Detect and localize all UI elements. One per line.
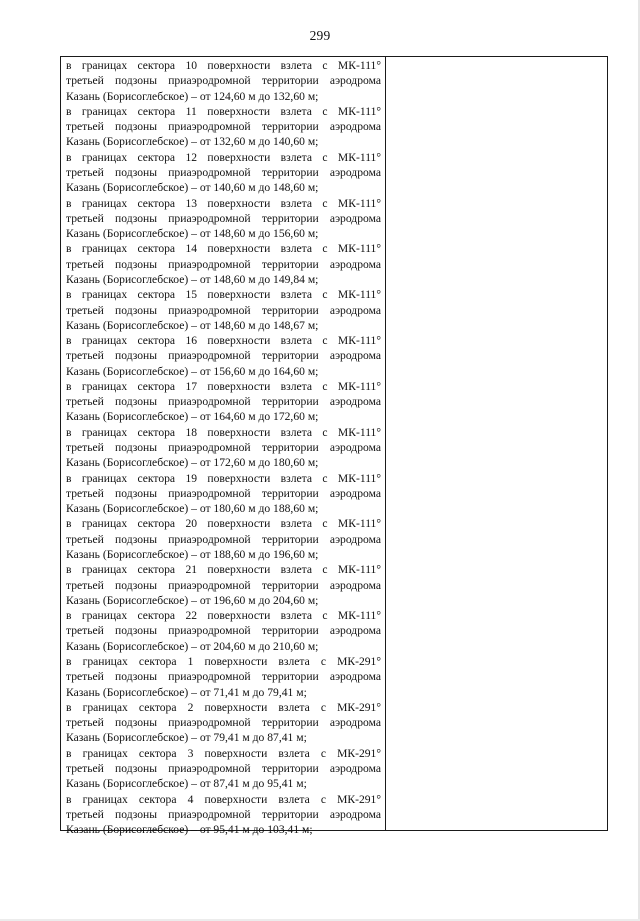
- table-entry: [66, 746, 381, 792]
- entry-line-range: Казань (Борисоглебское) – от 180,60 м до 188,60 м;: [66, 502, 319, 516]
- entry-line-sector: в границах сектора 3 поверхности взлета с МК-291°: [66, 746, 381, 760]
- entry-line-sector: в границах сектора 13 поверхности взлета с МК-111°: [66, 196, 381, 210]
- entry-line-subzone: третьей подзоны приаэродромной территории аэродрома: [66, 716, 381, 730]
- table-entry: [66, 150, 381, 196]
- entry-line-sector: в границах сектора 10 поверхности взлета с МК-111°: [66, 59, 381, 72]
- table-entry: [66, 196, 381, 242]
- table-entry: [66, 700, 381, 746]
- table-entry: [66, 608, 381, 654]
- page-number: 299: [309, 28, 331, 43]
- entry-line-sector: в границах сектора 11 поверхности взлета с МК-111°: [66, 104, 381, 118]
- entry-line-subzone: третьей подзоны приаэродромной территории аэродрома: [66, 165, 381, 179]
- entry-line-range: Казань (Борисоглебское) – от 196,60 м до 204,60 м;: [66, 593, 319, 607]
- entry-line-sector: в границах сектора 22 поверхности взлета с МК-111°: [66, 609, 381, 623]
- entry-line-range: Казань (Борисоглебское) – от 172,60 м до 180,60 м;: [66, 456, 319, 470]
- table-entry: [66, 654, 381, 700]
- table-left-column: [61, 57, 386, 837]
- entry-line-range: Казань (Борисоглебское) – от 132,60 м до 140,60 м;: [66, 135, 319, 149]
- entry-line-range: Казань (Борисоглебское) – от 188,60 м до 196,60 м;: [66, 548, 319, 561]
- entry-line-subzone: третьей подзоны приаэродромной территории аэродрома: [66, 303, 381, 317]
- entry-line-sector: в границах сектора 19 поверхности взлета с МК-111°: [66, 471, 381, 485]
- table-entry: [66, 516, 381, 562]
- entry-line-range: Казань (Борисоглебское) – от 140,60 м до 148,60 м;: [66, 181, 319, 195]
- entry-line-subzone: третьей подзоны приаэродромной территории аэродрома: [66, 441, 381, 455]
- table-entry: [66, 562, 381, 608]
- entry-line-subzone: третьей подзоны приаэродромной территории аэродрома: [66, 578, 381, 592]
- entry-line-subzone: третьей подзоны приаэродромной территории аэродрома: [66, 120, 381, 134]
- table-entry: [66, 471, 381, 517]
- entry-line-range: Казань (Борисоглебское) – от 79,41 м до 87,41 м;: [66, 731, 307, 745]
- entry-line-range: Казань (Борисоглебское) – от 148,60 м до 148,67 м;: [66, 318, 319, 332]
- entry-line-subzone: третьей подзоны приаэродромной территории аэродрома: [66, 349, 381, 363]
- table-entry: [66, 792, 381, 838]
- entry-line-subzone: третьей подзоны приаэродромной территории аэродрома: [66, 532, 381, 546]
- entry-line-sector: в границах сектора 12 поверхности взлета с МК-111°: [66, 150, 381, 164]
- entry-line-sector: в границах сектора 4 поверхности взлета с МК-291°: [66, 792, 381, 806]
- entry-line-sector: в границах сектора 20 поверхности взлета с МК-111°: [66, 517, 381, 531]
- entry-line-sector: в границах сектора 1 поверхности взлета с МК-291°: [66, 654, 381, 668]
- document-table: [60, 56, 608, 837]
- table-entry: [66, 58, 381, 104]
- entry-line-subzone: третьей подзоны приаэродромной территории аэродрома: [66, 761, 381, 775]
- entry-line-sector: в границах сектора 15 поверхности взлета с МК-111°: [66, 288, 381, 302]
- table-entry: [66, 333, 381, 379]
- entry-line-sector: в границах сектора 21 поверхности взлета с МК-111°: [66, 563, 381, 577]
- entry-line-range: Казань (Борисоглебское) – от 124,60 м до 132,60 м;: [66, 89, 319, 103]
- entry-line-range: Казань (Борисоглебское) – от 95,41 м до 103,41 м;: [66, 823, 313, 837]
- entry-line-subzone: третьей подзоны приаэродромной территории аэродрома: [66, 624, 381, 638]
- entry-line-sector: в границах сектора 18 поверхности взлета с МК-111°: [66, 425, 381, 439]
- table-right-column: [386, 57, 607, 830]
- entry-line-range: Казань (Борисоглебское) – от 204,60 м до 210,60 м;: [66, 639, 319, 653]
- table-entry: [66, 241, 381, 287]
- entry-line-subzone: третьей подзоны приаэродромной территории аэродрома: [66, 395, 381, 409]
- table-entry: [66, 287, 381, 333]
- entry-line-sector: в границах сектора 17 поверхности взлета с МК-111°: [66, 379, 381, 393]
- entry-line-subzone: третьей подзоны приаэродромной территории аэродрома: [66, 486, 381, 500]
- entry-line-range: Казань (Борисоглебское) – от 156,60 м до 164,60 м;: [66, 364, 319, 378]
- entry-line-subzone: третьей подзоны приаэродромной территории аэродрома: [66, 211, 381, 225]
- entry-line-sector: в границах сектора 14 поверхности взлета с МК-111°: [66, 242, 381, 256]
- entry-line-range: Казань (Борисоглебское) – от 71,41 м до 79,41 м;: [66, 685, 307, 699]
- entry-line-sector: в границах сектора 2 поверхности взлета с МК-291°: [66, 700, 381, 714]
- entry-line-subzone: третьей подзоны приаэродромной территории аэродрома: [66, 257, 381, 271]
- entry-line-subzone: третьей подзоны приаэродромной территории аэродрома: [66, 807, 381, 821]
- table-entry: [66, 379, 381, 425]
- entry-line-range: Казань (Борисоглебское) – от 164,60 м до 172,60 м;: [66, 410, 319, 424]
- table-entry: [66, 425, 381, 471]
- entry-line-subzone: третьей подзоны приаэродромной территории аэродрома: [66, 670, 381, 684]
- entry-line-range: Казань (Борисоглебское) – от 148,60 м до 149,84 м;: [66, 272, 319, 286]
- entry-line-sector: в границах сектора 16 поверхности взлета с МК-111°: [66, 334, 381, 348]
- table-entry: [66, 104, 381, 150]
- entry-line-subzone: третьей подзоны приаэродромной территории аэродрома: [66, 74, 381, 88]
- entry-line-range: Казань (Борисоглебское) – от 87,41 м до 95,41 м;: [66, 777, 307, 791]
- entry-line-range: Казань (Борисоглебское) – от 148,60 м до 156,60 м;: [66, 227, 319, 241]
